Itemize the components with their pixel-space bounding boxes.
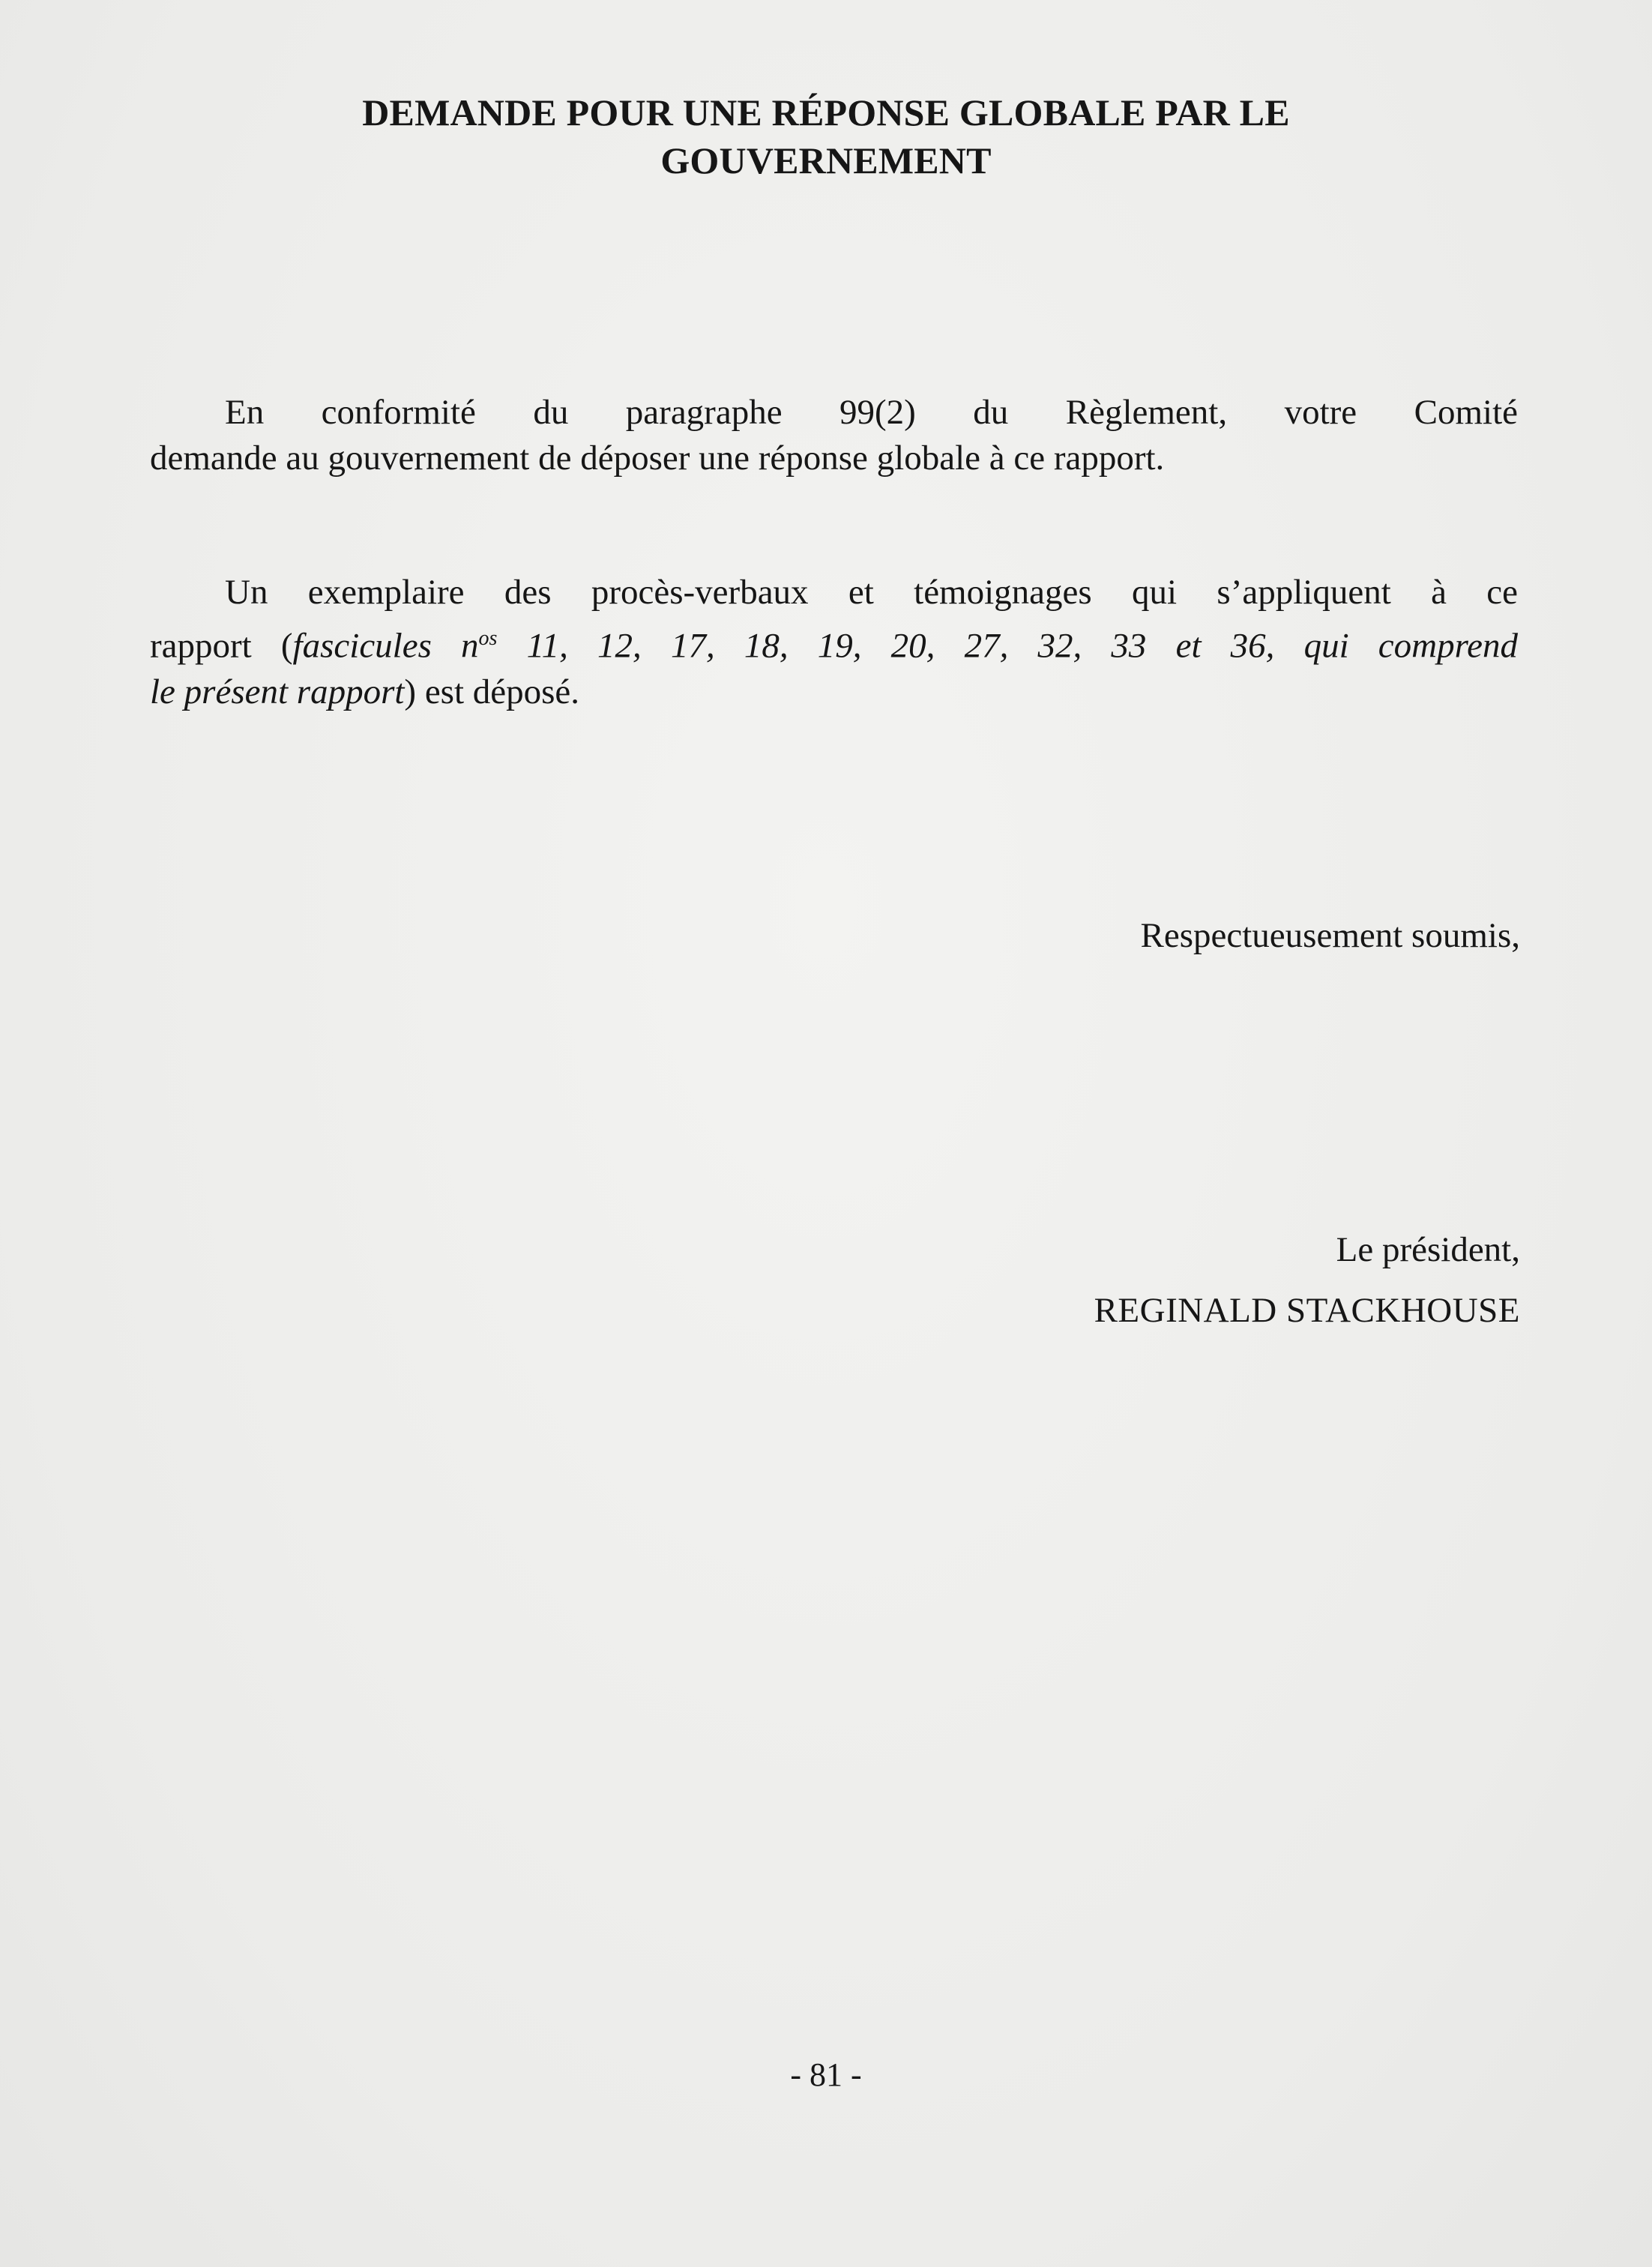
paragraph-deposit-line-1: Un exemplaire des procès-verbaux et témoignages qui s’appliquent à ce: [225, 573, 1518, 612]
paragraph-request-line-2: demande au gouvernement de déposer une réponse globale à ce rapport.: [150, 439, 1165, 478]
signatory-title: Le président,: [1336, 1230, 1520, 1269]
paragraph-request-line-1: En conformité du paragraphe 99(2) du Règlement, votre Comité: [225, 393, 1518, 432]
page-number: - 81 -: [790, 2056, 862, 2093]
paragraph-deposit-line-2: [150, 615, 1518, 669]
present-report-label: le présent rapport: [150, 672, 405, 711]
paragraph-request: [150, 390, 1518, 481]
fascicules-list: 11, 12, 17, 18, 19, 20, 27, 32, 33 et 36, qui comprend: [497, 626, 1519, 666]
numero-superscript: os: [478, 627, 498, 650]
fascicules-label: fascicules n: [292, 626, 479, 666]
heading-line-1: DEMANDE POUR UNE RÉPONSE GLOBALE PAR LE: [362, 91, 1290, 133]
paragraph-deposit-line-3: [150, 669, 1518, 715]
heading-line-2: GOUVERNEMENT: [660, 139, 992, 181]
page-heading: [150, 88, 1502, 184]
closing-formula: Respectueusement soumis,: [1140, 916, 1520, 955]
line2-start: rapport (: [150, 626, 293, 666]
signatory-name: REGINALD STACKHOUSE: [1094, 1291, 1520, 1330]
paragraph-deposit: [150, 570, 1518, 715]
line3-end: ) est déposé.: [404, 672, 580, 711]
